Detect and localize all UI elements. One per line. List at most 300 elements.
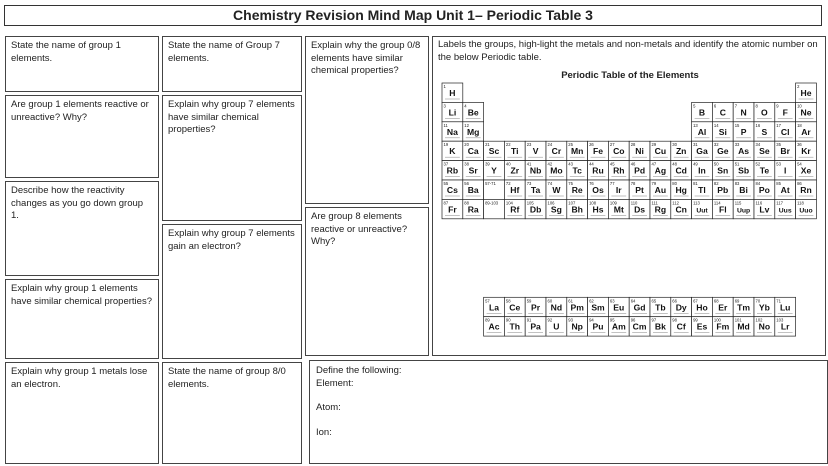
element-symbol: Hf bbox=[510, 185, 520, 195]
q-group7-gain-electron-text: Explain why group 7 elements gain an electron? bbox=[168, 228, 295, 252]
atomic-number: 112 bbox=[672, 200, 679, 206]
element-cell-Rb bbox=[442, 161, 463, 180]
element-cell-Fe bbox=[588, 141, 609, 160]
element-symbol: Ba bbox=[467, 185, 479, 195]
atomic-number: 91 bbox=[526, 317, 532, 323]
element-symbol: Th bbox=[509, 321, 521, 332]
atomic-number: 75 bbox=[568, 181, 573, 186]
element-symbol: Am bbox=[611, 321, 626, 332]
element-cell-Ho bbox=[692, 297, 713, 316]
atomic-number: 46 bbox=[630, 161, 636, 167]
atomic-number: 54 bbox=[797, 161, 802, 167]
atomic-number: 39 bbox=[485, 161, 490, 167]
atomic-number: 14 bbox=[713, 122, 719, 128]
element-symbol: Gd bbox=[633, 302, 646, 313]
element-symbol: Xe bbox=[800, 165, 812, 176]
element-cell-Gd bbox=[629, 297, 650, 316]
define-ion-label: Ion: bbox=[316, 426, 332, 438]
element-cell-Nd bbox=[546, 297, 567, 316]
periodic-table-box[interactable] bbox=[432, 36, 826, 356]
element-symbol: Fl bbox=[718, 204, 727, 215]
element-symbol: Bi bbox=[739, 185, 748, 195]
atomic-number: 60 bbox=[547, 298, 553, 304]
q-group1-name-box[interactable] bbox=[5, 36, 159, 92]
element-cell-Lu bbox=[775, 297, 796, 316]
atomic-number: 57-71 bbox=[485, 181, 496, 186]
atomic-number: 2 bbox=[797, 84, 800, 89]
atomic-number: 31 bbox=[693, 142, 698, 148]
atomic-number: 73 bbox=[526, 181, 532, 186]
element-symbol: Mt bbox=[613, 204, 624, 215]
element-cell-Tm bbox=[733, 297, 754, 316]
atomic-number: 4 bbox=[464, 103, 467, 109]
element-symbol: Sg bbox=[550, 204, 562, 215]
element-symbol: Ho bbox=[696, 302, 708, 313]
element-cell-Sr bbox=[463, 161, 484, 180]
element-cell-Cd bbox=[671, 161, 692, 180]
atomic-number: 29 bbox=[651, 142, 657, 148]
q-group8-name-box[interactable] bbox=[162, 362, 302, 464]
element-cell-In bbox=[692, 161, 713, 180]
element-cell-Ti bbox=[504, 141, 525, 160]
element-symbol: Si bbox=[718, 126, 727, 137]
element-symbol: Er bbox=[718, 302, 728, 313]
atomic-number: 50 bbox=[713, 161, 719, 167]
atomic-number: 45 bbox=[609, 161, 615, 167]
atomic-number: 59 bbox=[526, 298, 532, 304]
element-symbol: Ds bbox=[634, 204, 646, 215]
atomic-number: 110 bbox=[630, 200, 638, 206]
element-cell-Fl bbox=[712, 199, 733, 218]
element-cell-Hg bbox=[671, 180, 692, 199]
element-cell-range-57-71 bbox=[484, 180, 505, 199]
element-cell-Li bbox=[442, 102, 463, 121]
element-cell-Tc bbox=[567, 161, 588, 180]
element-symbol: Uut bbox=[696, 207, 708, 215]
element-symbol: Rf bbox=[510, 204, 520, 215]
element-symbol: Db bbox=[529, 204, 542, 215]
atomic-number: 88 bbox=[464, 200, 469, 206]
element-symbol: Hs bbox=[592, 204, 604, 215]
element-cell-Po bbox=[754, 180, 775, 199]
atomic-number: 37 bbox=[443, 161, 449, 167]
element-cell-Cs bbox=[442, 180, 463, 199]
element-cell-La bbox=[484, 297, 505, 316]
element-symbol: Ir bbox=[615, 185, 622, 195]
atomic-number: 63 bbox=[609, 298, 615, 304]
element-symbol: P bbox=[740, 126, 747, 137]
element-symbol: Te bbox=[759, 165, 770, 176]
atomic-number: 9 bbox=[776, 103, 779, 109]
element-cell-Br bbox=[775, 141, 796, 160]
atomic-number: 56 bbox=[464, 181, 469, 186]
atomic-number: 76 bbox=[589, 181, 594, 186]
element-symbol: Fe bbox=[592, 146, 604, 157]
element-cell-N bbox=[733, 102, 754, 121]
element-cell-Mn bbox=[567, 141, 588, 160]
atomic-number: 42 bbox=[547, 161, 553, 167]
element-symbol: Ni bbox=[635, 146, 644, 157]
element-cell-Es bbox=[692, 317, 713, 336]
q-group0-properties-box[interactable] bbox=[305, 36, 429, 204]
element-cell-Mg bbox=[463, 122, 484, 141]
element-symbol: I bbox=[784, 165, 787, 176]
element-symbol: Tl bbox=[698, 185, 706, 195]
q-group8-reactive-text: Are group 8 elements reactive or unreactive? Why? bbox=[311, 211, 408, 247]
element-cell-Lv bbox=[754, 199, 775, 218]
element-cell-Se bbox=[754, 141, 775, 160]
element-cell-P bbox=[733, 122, 754, 141]
atomic-number: 43 bbox=[568, 161, 573, 167]
element-cell-Ac bbox=[484, 317, 505, 336]
element-cell-Ar bbox=[796, 122, 817, 141]
element-cell-range-89-103 bbox=[484, 199, 505, 218]
element-cell-Cr bbox=[546, 141, 567, 160]
atomic-number: 15 bbox=[734, 122, 740, 128]
element-symbol: Rh bbox=[613, 165, 625, 176]
element-symbol: Sn bbox=[717, 165, 729, 176]
element-cell-Os bbox=[588, 180, 609, 199]
atomic-number: 48 bbox=[672, 161, 677, 167]
element-symbol: Tb bbox=[655, 302, 666, 313]
element-cell-Zn bbox=[671, 141, 692, 160]
atomic-number: 94 bbox=[589, 317, 594, 323]
element-symbol: Lr bbox=[780, 321, 790, 332]
element-cell-Re bbox=[567, 180, 588, 199]
atomic-number: 72 bbox=[505, 181, 511, 186]
element-symbol: Ga bbox=[696, 146, 708, 157]
element-symbol: S bbox=[761, 126, 768, 137]
atomic-number: 55 bbox=[443, 181, 449, 186]
element-symbol: Bk bbox=[654, 321, 666, 332]
atomic-number: 40 bbox=[505, 161, 511, 167]
element-symbol: Ti bbox=[511, 146, 519, 157]
element-cell-Np bbox=[567, 317, 588, 336]
element-cell-Na bbox=[442, 122, 463, 141]
atomic-number: 16 bbox=[755, 122, 761, 128]
q-group7-properties-box[interactable] bbox=[162, 95, 302, 221]
element-symbol: La bbox=[488, 302, 500, 313]
element-symbol: Br bbox=[780, 146, 790, 157]
element-symbol: Pr bbox=[531, 302, 541, 313]
element-cell-U bbox=[546, 317, 567, 336]
element-symbol: Nb bbox=[529, 165, 542, 176]
atomic-number: 41 bbox=[526, 161, 532, 167]
element-cell-Lr bbox=[775, 317, 796, 336]
q-group1-reactive-box[interactable] bbox=[5, 95, 159, 178]
atomic-number: 103 bbox=[776, 317, 784, 323]
element-symbol: He bbox=[800, 88, 812, 98]
element-cell-Uuo bbox=[796, 199, 817, 218]
element-symbol: Pd bbox=[634, 165, 646, 176]
element-cell-B bbox=[692, 102, 713, 121]
atomic-number: 118 bbox=[797, 200, 804, 206]
element-symbol: Cr bbox=[551, 146, 562, 157]
element-cell-No bbox=[754, 317, 775, 336]
element-cell-As bbox=[733, 141, 754, 160]
element-symbol: Cl bbox=[780, 126, 790, 137]
element-cell-Ge bbox=[712, 141, 733, 160]
element-symbol: Bh bbox=[571, 204, 583, 215]
element-symbol: Ta bbox=[530, 185, 541, 195]
element-symbol: Ac bbox=[488, 321, 500, 332]
atomic-number: 86 bbox=[797, 181, 802, 186]
atomic-number: 64 bbox=[630, 298, 636, 304]
element-cell-H bbox=[442, 83, 463, 102]
atomic-number: 38 bbox=[464, 161, 469, 167]
atomic-number: 26 bbox=[589, 142, 594, 148]
atomic-number: 93 bbox=[568, 317, 573, 323]
atomic-number: 18 bbox=[797, 122, 802, 128]
atomic-number: 108 bbox=[589, 200, 597, 206]
element-cell-Dy bbox=[671, 297, 692, 316]
element-cell-Ir bbox=[608, 180, 629, 199]
element-cell-Pd bbox=[629, 161, 650, 180]
element-cell-Cn bbox=[671, 199, 692, 218]
atomic-number: 49 bbox=[693, 161, 698, 167]
element-cell-Ds bbox=[629, 199, 650, 218]
element-cell-C bbox=[712, 102, 733, 121]
definitions-box[interactable] bbox=[309, 360, 828, 464]
element-symbol: Tm bbox=[737, 302, 751, 313]
element-cell-Cm bbox=[629, 317, 650, 336]
element-cell-Yb bbox=[754, 297, 775, 316]
atomic-number: 47 bbox=[651, 161, 657, 167]
element-cell-Cu bbox=[650, 141, 671, 160]
element-cell-Mt bbox=[608, 199, 629, 218]
atomic-number: 36 bbox=[797, 142, 802, 148]
element-symbol: Os bbox=[592, 185, 604, 195]
atomic-number: 98 bbox=[672, 317, 677, 323]
element-cell-Rf bbox=[504, 199, 525, 218]
atomic-number: 11 bbox=[443, 122, 448, 128]
element-cell-W bbox=[546, 180, 567, 199]
atomic-number: 35 bbox=[776, 142, 781, 148]
element-symbol: Co bbox=[613, 146, 625, 157]
atomic-number: 102 bbox=[755, 317, 763, 323]
atomic-number: 114 bbox=[713, 200, 721, 206]
atomic-number: 5 bbox=[693, 103, 696, 109]
element-symbol: Sb bbox=[738, 165, 750, 176]
q-group8-reactive-box[interactable] bbox=[305, 207, 429, 356]
q-group1-properties-box[interactable] bbox=[5, 279, 159, 359]
element-symbol: Yb bbox=[758, 302, 770, 313]
element-cell-Pu bbox=[588, 317, 609, 336]
atomic-number: 116 bbox=[755, 200, 763, 206]
element-symbol: K bbox=[449, 146, 456, 157]
define-element-label: Element: bbox=[316, 377, 354, 389]
atomic-number: 111 bbox=[651, 200, 658, 206]
element-symbol: Ag bbox=[654, 165, 667, 176]
atomic-number: 87 bbox=[443, 200, 449, 206]
element-cell-Ca bbox=[463, 141, 484, 160]
element-cell-I bbox=[775, 161, 796, 180]
element-cell-Ni bbox=[629, 141, 650, 160]
atomic-number: 25 bbox=[568, 142, 573, 148]
element-symbol: Tc bbox=[572, 165, 582, 176]
element-symbol: Al bbox=[697, 126, 707, 137]
atomic-number: 107 bbox=[568, 200, 576, 206]
atomic-number: 84 bbox=[755, 181, 761, 186]
periodic-instruction: Labels the groups, high-light the metals and non-metals and identify the atomic number on the below Periodic table. bbox=[438, 39, 818, 63]
element-cell-Er bbox=[712, 297, 733, 316]
element-cell-Sg bbox=[546, 199, 567, 218]
element-symbol: Pb bbox=[717, 185, 729, 195]
element-cell-Nb bbox=[525, 161, 546, 180]
element-symbol: Ne bbox=[800, 107, 812, 118]
q-group1-reactivity-trend-box[interactable] bbox=[5, 181, 159, 276]
atomic-number: 17 bbox=[776, 122, 781, 128]
element-cell-Ga bbox=[692, 141, 713, 160]
element-symbol: Cf bbox=[676, 321, 686, 332]
atomic-number: 65 bbox=[651, 298, 657, 304]
atomic-number: 106 bbox=[547, 200, 555, 206]
element-symbol: Rn bbox=[800, 185, 812, 195]
atomic-number: 83 bbox=[734, 181, 740, 186]
element-symbol: Au bbox=[654, 185, 667, 195]
element-cell-Xe bbox=[796, 161, 817, 180]
element-symbol: Re bbox=[571, 185, 583, 195]
atomic-number: 33 bbox=[734, 142, 740, 148]
element-cell-Cl bbox=[775, 122, 796, 141]
atomic-number: 99 bbox=[693, 317, 698, 323]
define-atom-label: Atom: bbox=[316, 402, 341, 413]
element-cell-Sm bbox=[588, 297, 609, 316]
element-symbol: Se bbox=[759, 146, 770, 157]
element-cell-Sn bbox=[712, 161, 733, 180]
element-cell-Bk bbox=[650, 317, 671, 336]
element-cell-Uup bbox=[733, 199, 754, 218]
element-cell-Te bbox=[754, 161, 775, 180]
element-cell-Rg bbox=[650, 199, 671, 218]
element-cell-Uus bbox=[775, 199, 796, 218]
atomic-number: 8 bbox=[755, 103, 758, 109]
element-symbol: Cs bbox=[446, 185, 458, 195]
element-cell-Pa bbox=[525, 317, 546, 336]
atomic-number: 21 bbox=[485, 142, 490, 148]
element-symbol: F bbox=[782, 107, 788, 118]
element-symbol: Fm bbox=[716, 321, 730, 332]
q-group1-reactive-text: Are group 1 elements reactive or unreactive? Why? bbox=[11, 99, 149, 123]
element-symbol: Cu bbox=[654, 146, 667, 157]
element-symbol: Lu bbox=[779, 302, 791, 313]
element-cell-Rn bbox=[796, 180, 817, 199]
element-cell-Au bbox=[650, 180, 671, 199]
element-symbol: Es bbox=[696, 321, 708, 332]
element-symbol: U bbox=[553, 321, 560, 332]
element-symbol: In bbox=[698, 165, 706, 176]
q-group7-name-text: State the name of Group 7 elements. bbox=[168, 40, 280, 64]
element-symbol: Md bbox=[737, 321, 750, 332]
atomic-number: 23 bbox=[526, 142, 532, 148]
atomic-number: 6 bbox=[713, 103, 717, 109]
element-symbol: V bbox=[532, 146, 539, 157]
element-symbol: Mg bbox=[466, 126, 480, 137]
q-group0-properties-text: Explain why the group 0/8 elements have similar chemical properties? bbox=[311, 40, 421, 76]
element-cell-Eu bbox=[608, 297, 629, 316]
atomic-number: 81 bbox=[693, 181, 698, 186]
atomic-number: 1 bbox=[443, 84, 446, 89]
element-cell-Ne bbox=[796, 102, 817, 121]
element-symbol: Fr bbox=[448, 204, 457, 215]
atomic-number: 89-103 bbox=[485, 200, 499, 206]
atomic-number: 109 bbox=[609, 200, 617, 206]
q-group7-gain-electron-box[interactable] bbox=[162, 224, 302, 359]
atomic-number: 53 bbox=[776, 161, 781, 167]
atomic-number: 115 bbox=[734, 200, 742, 206]
atomic-number: 117 bbox=[776, 200, 783, 206]
atomic-number: 79 bbox=[651, 181, 657, 186]
element-cell-Pr bbox=[525, 297, 546, 316]
element-symbol: Uuo bbox=[799, 207, 813, 215]
element-symbol: Pm bbox=[570, 302, 584, 313]
q-group1-lose-electron-box[interactable] bbox=[5, 362, 159, 464]
element-symbol: Mn bbox=[570, 146, 584, 157]
atomic-number: 13 bbox=[693, 122, 698, 128]
element-cell-Pt bbox=[629, 180, 650, 199]
element-symbol: Rg bbox=[654, 204, 667, 215]
element-cell-V bbox=[525, 141, 546, 160]
element-symbol: Pt bbox=[635, 185, 644, 195]
atomic-number: 58 bbox=[505, 298, 511, 304]
element-symbol: O bbox=[761, 107, 768, 118]
periodic-table-grid bbox=[433, 37, 827, 357]
q-group8-name-text: State the name of group 8/0 elements. bbox=[168, 366, 286, 390]
element-symbol: Dy bbox=[675, 302, 687, 313]
element-symbol: Zr bbox=[510, 165, 520, 176]
element-cell-F bbox=[775, 102, 796, 121]
q-group7-name-box[interactable] bbox=[162, 36, 302, 92]
atomic-number: 80 bbox=[672, 181, 677, 186]
atomic-number: 44 bbox=[589, 161, 594, 167]
element-symbol: Np bbox=[571, 321, 583, 332]
element-cell-Ru bbox=[588, 161, 609, 180]
element-cell-S bbox=[754, 122, 775, 141]
element-symbol: B bbox=[698, 107, 706, 118]
element-symbol: Na bbox=[446, 126, 458, 137]
element-symbol: C bbox=[719, 107, 726, 118]
atomic-number: 78 bbox=[630, 181, 636, 186]
atomic-number: 52 bbox=[755, 161, 761, 167]
element-cell-Ta bbox=[525, 180, 546, 199]
atomic-number: 32 bbox=[713, 142, 719, 148]
atomic-number: 100 bbox=[713, 317, 721, 323]
element-symbol: Kr bbox=[801, 146, 811, 157]
element-symbol: Po bbox=[758, 185, 770, 195]
element-cell-K bbox=[442, 141, 463, 160]
element-cell-Tb bbox=[650, 297, 671, 316]
atomic-number: 92 bbox=[547, 317, 553, 323]
element-cell-Ag bbox=[650, 161, 671, 180]
element-cell-Cf bbox=[671, 317, 692, 336]
element-cell-Bh bbox=[567, 199, 588, 218]
element-symbol: Mo bbox=[550, 165, 563, 176]
element-cell-He bbox=[796, 83, 817, 102]
element-cell-Ba bbox=[463, 180, 484, 199]
element-symbol: Sr bbox=[468, 165, 478, 176]
atomic-number: 28 bbox=[630, 142, 636, 148]
atomic-number: 27 bbox=[609, 142, 615, 148]
element-symbol: Lv bbox=[759, 204, 770, 215]
element-cell-Mo bbox=[546, 161, 567, 180]
element-symbol: Ce bbox=[509, 302, 521, 313]
element-cell-Db bbox=[525, 199, 546, 218]
element-symbol: Ge bbox=[717, 146, 729, 157]
atomic-number: 68 bbox=[713, 298, 719, 304]
element-symbol: W bbox=[552, 185, 561, 195]
element-symbol: Rb bbox=[446, 165, 459, 176]
atomic-number: 105 bbox=[526, 200, 534, 206]
